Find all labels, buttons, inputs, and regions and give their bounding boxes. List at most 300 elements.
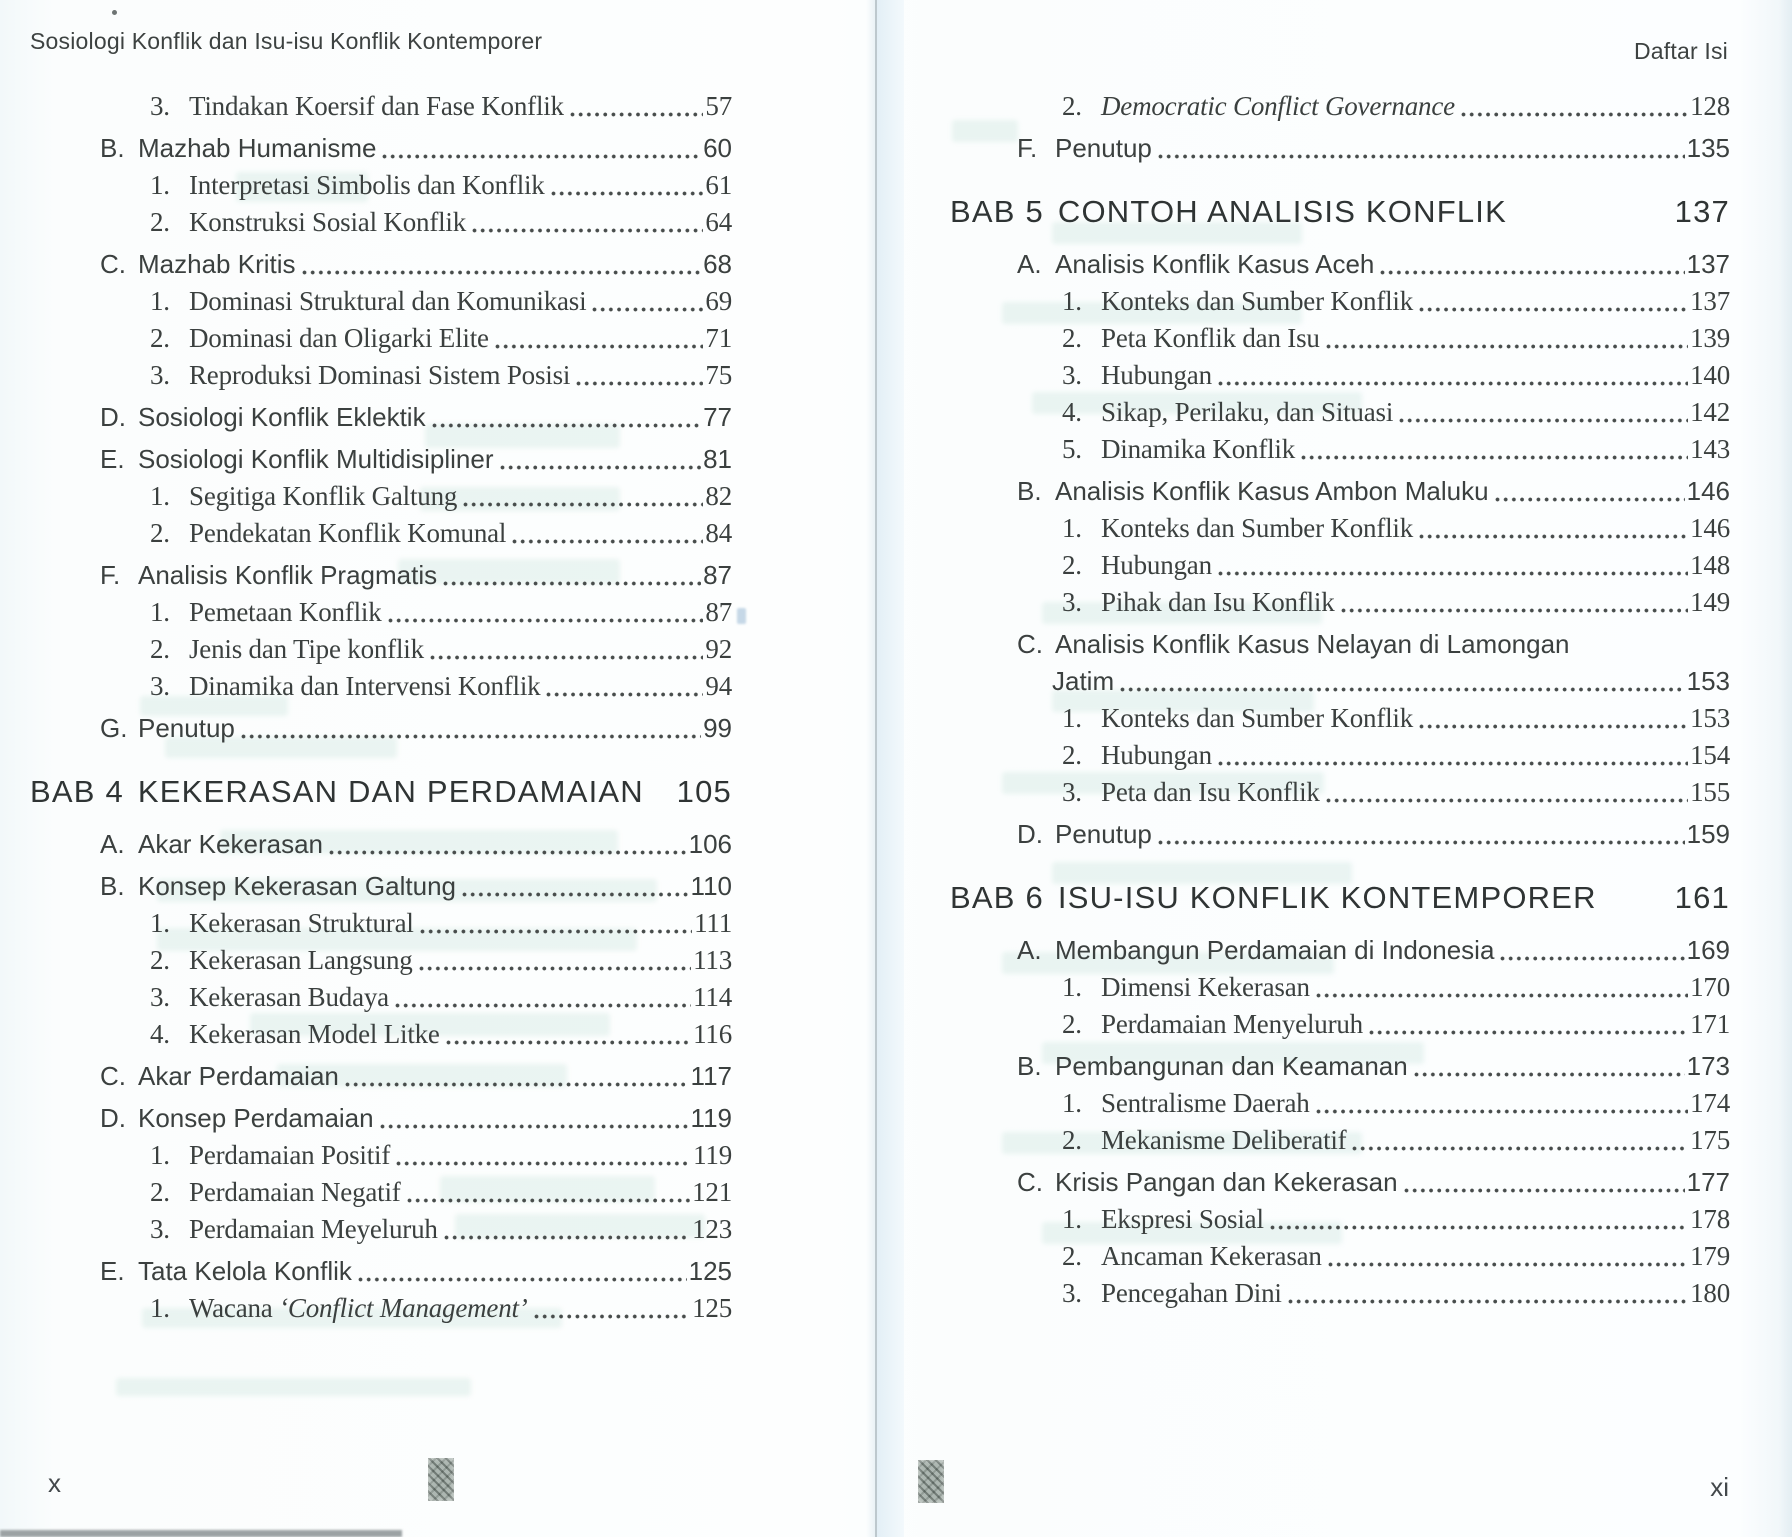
- scan-speck: [737, 608, 746, 624]
- entry-title: Perdamaian Meyeluruh: [189, 1214, 438, 1244]
- entry-title: Kekerasan Model Litke: [189, 1019, 440, 1049]
- toc-entry: [950, 737, 1730, 774]
- page-ornament-stamp: [428, 1458, 454, 1501]
- toc-entry: [30, 905, 732, 942]
- entry-label: B.: [100, 871, 125, 901]
- dot-leader: [1418, 533, 1688, 540]
- toc-entry: [950, 875, 1730, 921]
- entry-title: Mazhab Kritis: [138, 249, 296, 279]
- entry-label: 3.: [150, 91, 170, 121]
- dot-leader: [301, 269, 702, 276]
- dot-leader: [471, 227, 703, 234]
- dot-leader: [1269, 1224, 1688, 1231]
- entry-title: Perdamaian Menyeluruh: [1101, 1009, 1363, 1039]
- dot-leader: [1460, 111, 1688, 118]
- dot-leader: [418, 965, 692, 972]
- toc-entry: [950, 700, 1730, 737]
- dot-leader: [387, 617, 704, 624]
- entry-label: 3.: [1062, 777, 1082, 807]
- entry-label: 2.: [150, 1177, 170, 1207]
- entry-label: D.: [100, 402, 126, 432]
- toc-entry: [30, 167, 732, 204]
- entry-label: F.: [100, 560, 121, 590]
- entry-page-number: 114: [693, 982, 732, 1012]
- entry-label: 4.: [1062, 397, 1082, 427]
- entry-label: 2.: [1062, 91, 1082, 121]
- entry-title: Kekerasan Struktural: [189, 908, 414, 938]
- entry-label: 2.: [1062, 550, 1082, 580]
- entry-label: 2.: [150, 634, 170, 664]
- entry-label: 3.: [1062, 587, 1082, 617]
- entry-title: Segitiga Konflik Galtung: [189, 481, 458, 511]
- entry-page-number: 69: [705, 286, 732, 316]
- toc-entry: [30, 1058, 732, 1095]
- entry-title: [1101, 88, 1455, 125]
- entry-page-number: 135: [1686, 133, 1730, 163]
- entry-title: Penutup: [1055, 133, 1152, 163]
- entry-page-number: 119: [693, 1140, 732, 1170]
- entry-title: Sikap, Perilaku, dan Situasi: [1101, 397, 1394, 427]
- entry-title-italic: Democratic Conflict Governance: [1101, 91, 1455, 121]
- entry-label: F.: [1017, 133, 1038, 163]
- dot-leader: [357, 1276, 687, 1283]
- entry-page-number: 154: [1690, 740, 1730, 770]
- entry-page-number: 119: [690, 1103, 732, 1133]
- entry-label: 1.: [1062, 972, 1082, 1002]
- entry-title: Pihak dan Isu Konflik: [1101, 587, 1335, 617]
- entry-page-number: 137: [1674, 194, 1730, 229]
- toc-entry: [950, 932, 1730, 969]
- entry-label: 2.: [150, 207, 170, 237]
- entry-label: 2.: [150, 518, 170, 548]
- entry-label: 3.: [1062, 360, 1082, 390]
- dot-leader: [1217, 760, 1688, 767]
- entry-page-number: 116: [693, 1019, 732, 1049]
- entry-label: 1.: [1062, 1204, 1082, 1234]
- entry-label: 2.: [150, 945, 170, 975]
- entry-page-number: 81: [703, 444, 732, 474]
- entry-page-number: 121: [692, 1177, 732, 1207]
- entry-title: Perdamaian Negatif: [189, 1177, 401, 1207]
- dot-leader: [569, 111, 704, 118]
- toc-entry: [30, 868, 732, 905]
- entry-label: 2.: [150, 323, 170, 353]
- entry-label: 1.: [150, 170, 170, 200]
- entry-label: D.: [100, 1103, 126, 1133]
- toc-entry: [30, 1137, 732, 1174]
- entry-title: Analisis Konflik Kasus Ambon Maluku: [1055, 476, 1489, 506]
- toc-entry: [950, 1238, 1730, 1275]
- toc-entry: [30, 1211, 732, 1248]
- toc-entry: [30, 1174, 732, 1211]
- entry-title: Pencegahan Dini: [1101, 1278, 1282, 1308]
- scan-right-edge: [1779, 0, 1792, 1537]
- dot-leader: [575, 380, 703, 387]
- dot-leader: [1157, 153, 1685, 160]
- dot-leader: [328, 849, 687, 856]
- entry-label: 2.: [1062, 740, 1082, 770]
- scan-speck: [112, 10, 117, 15]
- entry-title: Jatim: [1052, 666, 1115, 696]
- toc-entry: [950, 431, 1730, 468]
- entry-title: Konteks dan Sumber Konflik: [1101, 703, 1414, 733]
- toc-entry: [30, 942, 732, 979]
- entry-title: Pemetaan Konflik: [189, 597, 382, 627]
- dot-leader: [344, 1081, 689, 1088]
- entry-label: G.: [100, 713, 128, 743]
- entry-title: Konteks dan Sumber Konflik: [1101, 513, 1414, 543]
- entry-title: Analisis Konflik Kasus Aceh: [1055, 249, 1375, 279]
- entry-page-number: 125: [692, 1293, 732, 1323]
- entry-title: ISU-ISU KONFLIK KONTEMPORER: [1057, 880, 1597, 915]
- toc-right: [950, 88, 1730, 1312]
- entry-title: KEKERASAN DAN PERDAMAIAN: [137, 774, 644, 809]
- dot-leader: [1398, 417, 1688, 424]
- entry-page-number: 174: [1690, 1088, 1730, 1118]
- entry-page-number: 140: [1690, 360, 1730, 390]
- dot-leader: [1403, 1187, 1685, 1194]
- toc-entry: [30, 357, 732, 394]
- toc-entry: [950, 1085, 1730, 1122]
- toc-entry: [30, 283, 732, 320]
- toc-entry: [30, 515, 732, 552]
- toc-entry: [30, 130, 732, 167]
- dot-leader: [431, 422, 702, 429]
- entry-label: 1.: [1062, 703, 1082, 733]
- entry-page-number: 82: [705, 481, 732, 511]
- entry-title: Tata Kelola Konflik: [138, 1256, 352, 1286]
- entry-label: A.: [1017, 935, 1042, 965]
- dot-leader: [1418, 306, 1688, 313]
- toc-entry: [950, 816, 1730, 853]
- entry-label: E.: [100, 444, 125, 474]
- entry-title: Interpretasi Simbolis dan Konflik: [189, 170, 545, 200]
- dot-leader: [1217, 570, 1688, 577]
- entry-title: Jenis dan Tipe konflik: [189, 634, 424, 664]
- entry-title: Dimensi Kekerasan: [1101, 972, 1310, 1002]
- toc-entry: [30, 1016, 732, 1053]
- dot-leader: [1351, 1145, 1688, 1152]
- entry-page-number: 117: [690, 1061, 732, 1091]
- toc-entry: [950, 189, 1730, 235]
- dot-leader: [1418, 723, 1688, 730]
- entry-label: B.: [100, 133, 125, 163]
- entry-title: Peta dan Isu Konflik: [1101, 777, 1320, 807]
- entry-title: Sosiologi Konflik Eklektik: [138, 402, 426, 432]
- dot-leader: [1327, 1261, 1688, 1268]
- entry-label: 1.: [150, 597, 170, 627]
- dot-leader: [494, 343, 704, 350]
- dot-leader: [511, 538, 703, 545]
- entry-page-number: 77: [703, 402, 732, 432]
- toc-entry: [30, 1100, 732, 1137]
- entry-label: 1.: [1062, 1088, 1082, 1118]
- dot-leader: [1325, 797, 1688, 804]
- dot-leader: [1368, 1029, 1688, 1036]
- entry-page-number: 155: [1690, 777, 1730, 807]
- toc-entry: [30, 320, 732, 357]
- entry-label: 3.: [150, 360, 170, 390]
- toc-entry: [30, 710, 732, 747]
- entry-page-number: 178: [1690, 1204, 1730, 1234]
- entry-label: 1.: [150, 481, 170, 511]
- entry-page-number: 87: [705, 597, 732, 627]
- toc-entry: [30, 204, 732, 241]
- toc-entry: [950, 663, 1730, 700]
- toc-entry: [950, 473, 1730, 510]
- entry-title: Hubungan: [1101, 550, 1212, 580]
- entry-title: Sentralisme Daerah: [1101, 1088, 1310, 1118]
- entry-title: Krisis Pangan dan Kekerasan: [1055, 1167, 1398, 1197]
- toc-entry: [950, 584, 1730, 621]
- running-header-right: Daftar Isi: [1633, 38, 1728, 64]
- scan-bottom-edge: [0, 1530, 402, 1537]
- dot-leader: [1325, 343, 1688, 350]
- entry-page-number: 128: [1690, 91, 1730, 121]
- entry-page-number: 137: [1686, 249, 1730, 279]
- entry-label: B.: [1017, 1051, 1042, 1081]
- toc-entry: [950, 969, 1730, 1006]
- page-ornament-stamp: [918, 1460, 944, 1503]
- toc-entry: [30, 769, 732, 815]
- dot-leader: [395, 1160, 691, 1167]
- entry-label: C.: [1017, 629, 1043, 659]
- running-header-left: Sosiologi Konflik dan Isu-isu Konflik Kontemporer: [30, 28, 543, 54]
- entry-label: A.: [1017, 249, 1042, 279]
- entry-label: BAB 4: [30, 774, 124, 809]
- entry-label: 3.: [150, 982, 170, 1012]
- toc-entry: [950, 1275, 1730, 1312]
- entry-label: 1.: [1062, 513, 1082, 543]
- entry-title: Sosiologi Konflik Multidisipliner: [138, 444, 494, 474]
- entry-page-number: 137: [1690, 286, 1730, 316]
- entry-page-number: 146: [1690, 513, 1730, 543]
- entry-label: 1.: [1062, 286, 1082, 316]
- entry-title: Mekanisme Deliberatif: [1101, 1125, 1347, 1155]
- dot-leader: [1217, 380, 1688, 387]
- entry-title-italic: ‘Conflict Management’: [279, 1293, 528, 1323]
- entry-label: C.: [1017, 1167, 1043, 1197]
- entry-title: Kekerasan Langsung: [189, 945, 413, 975]
- dot-leader: [1315, 992, 1688, 999]
- toc-entry: [30, 557, 732, 594]
- entry-page-number: 123: [692, 1214, 732, 1244]
- entry-page-number: 159: [1686, 819, 1730, 849]
- dot-leader: [443, 1234, 690, 1241]
- dot-leader: [406, 1197, 691, 1204]
- toc-entry: [30, 399, 732, 436]
- dot-leader: [461, 891, 689, 898]
- entry-title: Mazhab Humanisme: [138, 133, 377, 163]
- page-gutter-band: [877, 0, 904, 1537]
- toc-entry: [30, 1290, 732, 1327]
- entry-title: Membangun Perdamaian di Indonesia: [1055, 935, 1495, 965]
- entry-page-number: 143: [1690, 434, 1730, 464]
- dot-leader: [394, 1002, 691, 1009]
- entry-page-number: 169: [1686, 935, 1730, 965]
- entry-title: Reproduksi Dominasi Sistem Posisi: [189, 360, 571, 390]
- dot-leader: [445, 1039, 691, 1046]
- dot-leader: [442, 580, 701, 587]
- entry-page-number: 61: [705, 170, 732, 200]
- dot-leader: [499, 464, 702, 471]
- entry-page-number: 125: [688, 1256, 732, 1286]
- entry-title: Hubungan: [1101, 360, 1212, 390]
- entry-title: Analisis Konflik Kasus Nelayan di Lamongan: [1055, 629, 1570, 659]
- entry-page-number: 148: [1690, 550, 1730, 580]
- entry-title: Peta Konflik dan Isu: [1101, 323, 1320, 353]
- dot-leader: [1157, 839, 1685, 846]
- entry-title: Konteks dan Sumber Konflik: [1101, 286, 1414, 316]
- entry-title: Dominasi dan Oligarki Elite: [189, 323, 489, 353]
- entry-page-number: 161: [1674, 880, 1730, 915]
- entry-label: 1.: [150, 1293, 170, 1323]
- dot-leader: [1300, 454, 1688, 461]
- entry-label: 2.: [1062, 1125, 1082, 1155]
- entry-title: Kekerasan Budaya: [189, 982, 389, 1012]
- toc-entry: [950, 774, 1730, 811]
- dot-leader: [1340, 607, 1689, 614]
- entry-label: C.: [100, 249, 126, 279]
- dot-leader: [1379, 269, 1684, 276]
- entry-label: 1.: [150, 286, 170, 316]
- toc-entry: [950, 626, 1730, 663]
- dot-leader: [1494, 496, 1685, 503]
- toc-entry: [950, 88, 1730, 125]
- bleed-through-artifact: [116, 1378, 471, 1396]
- entry-page-number: 171: [1690, 1009, 1730, 1039]
- folio-right: xi: [1710, 1472, 1729, 1502]
- entry-page-number: 113: [693, 945, 732, 975]
- entry-title: Konsep Perdamaian: [138, 1103, 374, 1133]
- dot-leader: [545, 691, 703, 698]
- toc-entry: [30, 826, 732, 863]
- entry-page-number: 180: [1690, 1278, 1730, 1308]
- entry-title: Dinamika dan Intervensi Konflik: [189, 671, 541, 701]
- entry-title: Wacana ‘Conflict Management’: [189, 1293, 528, 1323]
- dot-leader: [419, 928, 692, 935]
- entry-title: Dominasi Struktural dan Komunikasi: [189, 286, 587, 316]
- entry-title: Penutup: [138, 713, 235, 743]
- entry-page-number: 170: [1690, 972, 1730, 1002]
- entry-page-number: 60: [703, 133, 732, 163]
- entry-label: A.: [100, 829, 125, 859]
- entry-title: Konsep Kekerasan Galtung: [138, 871, 456, 901]
- entry-page-number: 75: [705, 360, 732, 390]
- toc-entry: [950, 547, 1730, 584]
- toc-entry: [30, 441, 732, 478]
- entry-page-number: 105: [676, 774, 732, 809]
- dot-leader: [381, 153, 701, 160]
- entry-page-number: 71: [705, 323, 732, 353]
- toc-entry: [30, 979, 732, 1016]
- entry-label: 1.: [150, 1140, 170, 1170]
- entry-page-number: 99: [703, 713, 732, 743]
- toc-entry: [950, 357, 1730, 394]
- entry-page-number: 111: [694, 908, 732, 938]
- entry-title: Hubungan: [1101, 740, 1212, 770]
- toc-entry: [950, 246, 1730, 283]
- entry-title: Akar Kekerasan: [138, 829, 323, 859]
- toc-entry: [30, 88, 732, 125]
- toc-entry: [30, 1253, 732, 1290]
- entry-page-number: 153: [1690, 703, 1730, 733]
- entry-label: BAB 5: [950, 194, 1044, 229]
- entry-page-number: 139: [1690, 323, 1730, 353]
- entry-title: CONTOH ANALISIS KONFLIK: [1057, 194, 1507, 229]
- dot-leader: [550, 190, 704, 197]
- toc-entry: [30, 631, 732, 668]
- entry-title: Dinamika Konflik: [1101, 434, 1296, 464]
- toc-entry: [950, 1164, 1730, 1201]
- entry-title: Tindakan Koersif dan Fase Konflik: [189, 91, 564, 121]
- entry-label: B.: [1017, 476, 1042, 506]
- entry-title: Pembangunan dan Keamanan: [1055, 1051, 1408, 1081]
- entry-title: Pendekatan Konflik Komunal: [189, 518, 507, 548]
- entry-page-number: 94: [705, 671, 732, 701]
- page-gutter-shadow: [866, 0, 875, 1537]
- entry-page-number: 149: [1690, 587, 1730, 617]
- entry-page-number: 173: [1686, 1051, 1730, 1081]
- toc-entry: [950, 510, 1730, 547]
- entry-label: 3.: [150, 1214, 170, 1244]
- toc-entry: [30, 246, 732, 283]
- entry-page-number: 106: [688, 829, 732, 859]
- entry-page-number: 175: [1690, 1125, 1730, 1155]
- entry-label: 2.: [1062, 1241, 1082, 1271]
- dot-leader: [1499, 955, 1684, 962]
- dot-leader: [1287, 1298, 1688, 1305]
- dot-leader: [429, 654, 704, 661]
- entry-title: Konstruksi Sosial Konflik: [189, 207, 467, 237]
- entry-title: Ekspresi Sosial: [1101, 1204, 1264, 1234]
- entry-page-number: 177: [1686, 1167, 1730, 1197]
- dot-leader: [1119, 686, 1684, 693]
- toc-entry: [950, 1048, 1730, 1085]
- entry-page-number: 92: [705, 634, 732, 664]
- entry-page-number: 142: [1690, 397, 1730, 427]
- dot-leader: [1315, 1108, 1689, 1115]
- toc-entry: [950, 283, 1730, 320]
- toc-entry: [950, 320, 1730, 357]
- entry-page-number: 84: [705, 518, 732, 548]
- folio-left: x: [48, 1468, 61, 1498]
- toc-entry: [30, 668, 732, 705]
- entry-label: 2.: [1062, 1009, 1082, 1039]
- toc-entry: [950, 394, 1730, 431]
- entry-title: Analisis Konflik Pragmatis: [138, 560, 438, 590]
- entry-label: C.: [100, 1061, 126, 1091]
- entry-page-number: 153: [1686, 666, 1730, 696]
- entry-page-number: 110: [690, 871, 732, 901]
- dot-leader: [1413, 1071, 1685, 1078]
- dot-leader: [379, 1123, 689, 1130]
- toc-entry: [30, 478, 732, 515]
- toc-entry: [950, 1122, 1730, 1159]
- entry-label: 3.: [150, 671, 170, 701]
- toc-left: [30, 88, 732, 1327]
- entry-label: 5.: [1062, 434, 1082, 464]
- entry-title: Akar Perdamaian: [138, 1061, 339, 1091]
- entry-label: D.: [1017, 819, 1043, 849]
- dot-leader: [240, 733, 701, 740]
- entry-page-number: 87: [703, 560, 732, 590]
- dot-leader: [462, 501, 703, 508]
- dot-leader: [533, 1313, 690, 1320]
- toc-entry: [950, 130, 1730, 167]
- entry-page-number: 57: [705, 91, 732, 121]
- entry-label: 4.: [150, 1019, 170, 1049]
